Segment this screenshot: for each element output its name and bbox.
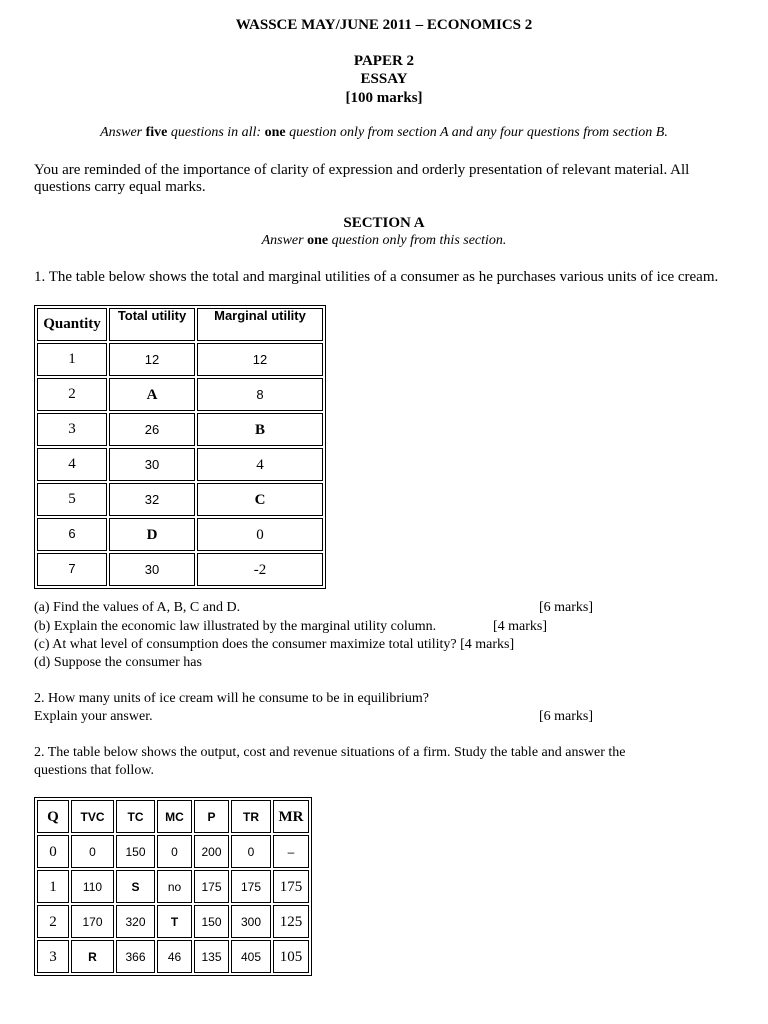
q1-part-a-marks: [6 marks] — [539, 600, 594, 615]
header-tr — [231, 800, 271, 833]
table-cell — [37, 483, 107, 516]
answer-instruction — [0, 125, 768, 141]
text-span: TVC — [80, 809, 105, 824]
text-span: 4 — [256, 456, 264, 473]
table-row — [37, 870, 309, 903]
header-total-utility — [109, 308, 195, 341]
table-cell — [109, 343, 195, 376]
text-span: A — [146, 386, 158, 403]
text-span: 366 — [125, 949, 146, 964]
text-span: 30 — [144, 456, 160, 472]
header-q — [37, 800, 69, 833]
table-cell — [197, 413, 323, 446]
text-span: – — [287, 844, 295, 859]
text-span: 5 — [68, 491, 76, 507]
q1-part-c: (c) At what level of consumption does the consumer maximize total utility? [4 marks] — [34, 637, 515, 652]
text-span: Q — [47, 808, 59, 825]
text-span: 105 — [279, 948, 303, 965]
text-span: T — [170, 914, 179, 929]
table-cell — [116, 940, 155, 973]
essay-label: ESSAY — [360, 71, 408, 87]
table-cell — [109, 553, 195, 586]
text-span: 150 — [201, 914, 222, 929]
text-span: 135 — [201, 949, 222, 964]
table-cell — [194, 905, 229, 938]
text-span: 3 — [68, 421, 76, 437]
text-span: 46 — [167, 949, 182, 964]
q1-part-d: (d) Suppose the consumer has — [34, 655, 202, 670]
q2a-line1: 2. How many units of ice cream will he consume to be in equilibrium? — [34, 691, 430, 706]
table-cell — [37, 378, 107, 411]
text-span: 0 — [49, 843, 57, 860]
text-span: 2 — [68, 386, 76, 402]
table-cell — [109, 518, 195, 551]
table-cell — [197, 483, 323, 516]
q1-part-a: (a) Find the values of A, B, C and D. — [34, 600, 241, 615]
text-span: MC — [165, 809, 184, 824]
text-span: no — [167, 879, 182, 894]
text-span: five — [145, 125, 168, 140]
table-cell — [109, 413, 195, 446]
table-cell — [194, 870, 229, 903]
table-cell — [231, 940, 271, 973]
q2b-line2: questions that follow. — [34, 763, 155, 778]
table-cell — [231, 905, 271, 938]
table-cell — [197, 448, 323, 481]
cost-revenue-table — [34, 797, 312, 976]
text-span: 7 — [68, 561, 76, 576]
text-span: 1 — [68, 351, 76, 367]
table-cell — [71, 870, 114, 903]
text-span: question only from this section. — [328, 233, 507, 248]
text-span: 125 — [279, 913, 303, 930]
header-mc — [157, 800, 192, 833]
total-marks: [100 marks] — [345, 90, 423, 106]
header-tc — [116, 800, 155, 833]
table-cell — [157, 940, 192, 973]
table-cell — [197, 343, 323, 376]
table-cell — [37, 413, 107, 446]
table-cell — [231, 870, 271, 903]
table-cell — [109, 483, 195, 516]
text-span: questions in all: — [167, 125, 265, 140]
text-span: 300 — [240, 914, 262, 929]
text-span: Answer — [261, 233, 308, 248]
table-cell — [157, 870, 192, 903]
table-cell — [37, 835, 69, 868]
table-row — [37, 378, 323, 411]
text-span: 0 — [247, 844, 255, 859]
text-span: 6 — [68, 526, 76, 541]
header-p — [194, 800, 229, 833]
table-cell — [37, 870, 69, 903]
text-span: 110 — [82, 879, 103, 894]
q2a-line2: Explain your answer. — [34, 709, 153, 724]
section-a-title: SECTION A — [343, 215, 425, 231]
table-row — [37, 413, 323, 446]
text-span: 405 — [240, 949, 262, 964]
table-header-row — [37, 308, 323, 341]
reminder-text: You are reminded of the importance of clarity of expression and orderly presentation of relevant material. All questions carry equal marks. — [34, 162, 690, 195]
table-row — [37, 518, 323, 551]
table-row — [37, 343, 323, 376]
text-span: 320 — [125, 914, 146, 929]
table-cell — [109, 448, 195, 481]
table-row — [37, 553, 323, 586]
table-cell — [194, 835, 229, 868]
text-span: 4 — [68, 456, 76, 472]
table-cell — [37, 448, 107, 481]
q1-intro: 1. The table below shows the total and marginal utilities of a consumer as he purchases various units of ice cream. — [34, 269, 719, 285]
table-row — [37, 483, 323, 516]
exam-title: WASSCE MAY/JUNE 2011 – ECONOMICS 2 — [235, 17, 533, 33]
header-marginal-utility — [197, 308, 323, 341]
q1-part-b: (b) Explain the economic law illustrated by the marginal utility column. — [34, 619, 437, 634]
table-cell — [273, 940, 309, 973]
text-span: 12 — [252, 351, 268, 367]
text-span: -2 — [253, 561, 267, 578]
header-mr — [273, 800, 309, 833]
utility-table — [34, 305, 326, 589]
text-span: D — [146, 526, 158, 543]
table-cell — [37, 518, 107, 551]
text-span: 175 — [240, 879, 262, 894]
text-span: 0 — [89, 844, 96, 859]
q2b-line1: 2. The table below shows the output, cost and revenue situations of a firm. Study the table and answer the — [34, 745, 626, 760]
text-span: 175 — [201, 879, 222, 894]
text-span: 3 — [49, 948, 57, 965]
text-span: MR — [278, 808, 304, 825]
table-row — [37, 835, 309, 868]
table-cell — [37, 343, 107, 376]
table-row — [37, 905, 309, 938]
text-span: question only from section A and any four questions from section B. — [285, 125, 668, 140]
table-cell — [116, 905, 155, 938]
paper-label: PAPER 2 — [353, 53, 415, 69]
text-span: 175 — [279, 878, 303, 895]
text-span: 150 — [125, 844, 146, 859]
table-cell — [157, 905, 192, 938]
text-span: TC — [127, 809, 144, 824]
text-span: 8 — [256, 386, 264, 402]
table-cell — [116, 870, 155, 903]
table-cell — [194, 940, 229, 973]
text-span: Total utility — [117, 307, 187, 323]
text-span: P — [207, 809, 216, 824]
table-cell — [37, 905, 69, 938]
text-span: 0 — [256, 526, 264, 543]
table-cell — [71, 835, 114, 868]
table-row — [37, 940, 309, 973]
table-cell — [197, 378, 323, 411]
table-cell — [231, 835, 271, 868]
text-span: one — [264, 125, 286, 140]
table-cell — [273, 870, 309, 903]
text-span: Quantity — [43, 316, 101, 332]
text-span: 30 — [144, 561, 160, 577]
text-span: R — [88, 949, 97, 964]
table-cell — [37, 940, 69, 973]
text-span: 26 — [144, 421, 160, 437]
text-span: 32 — [144, 491, 160, 507]
text-span: one — [307, 233, 329, 248]
table-cell — [197, 553, 323, 586]
table-cell — [116, 835, 155, 868]
text-span: 200 — [201, 844, 222, 859]
header-tvc — [71, 800, 114, 833]
header-quantity — [37, 308, 107, 341]
text-span: 170 — [82, 914, 103, 929]
text-span: Answer — [100, 125, 146, 140]
text-span: Marginal utility — [214, 307, 306, 323]
q1-part-b-marks: [4 marks] — [493, 619, 548, 634]
table-cell — [157, 835, 192, 868]
text-span: TR — [243, 809, 259, 824]
table-cell — [273, 905, 309, 938]
table-cell — [37, 553, 107, 586]
table-cell — [197, 518, 323, 551]
q2a-marks: [6 marks] — [539, 709, 594, 724]
table-header-row — [37, 800, 309, 833]
table-cell — [273, 835, 309, 868]
text-span: B — [254, 421, 265, 438]
text-span: 12 — [144, 351, 160, 367]
text-span: 0 — [171, 844, 178, 859]
text-span: 2 — [49, 913, 57, 930]
text-span: C — [254, 491, 266, 508]
text-span: S — [131, 879, 140, 894]
table-cell — [71, 905, 114, 938]
section-a-instruction — [0, 233, 768, 249]
text-span: 1 — [49, 878, 57, 895]
table-cell — [71, 940, 114, 973]
table-cell — [109, 378, 195, 411]
table-row — [37, 448, 323, 481]
